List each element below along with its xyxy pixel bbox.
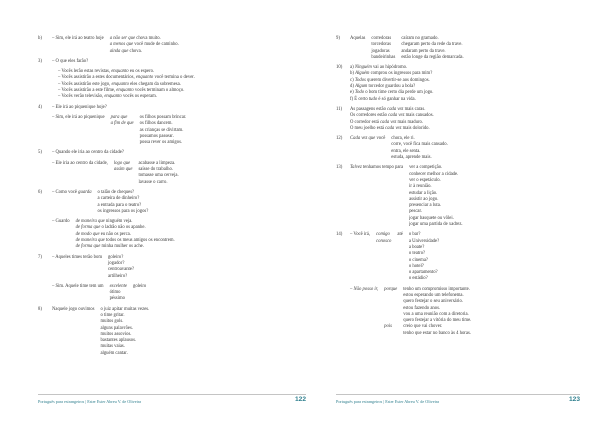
text-line: o apartamento? <box>408 270 438 276</box>
text-column <box>52 190 92 196</box>
text-line: tenho um compromisso importante. <box>403 286 470 292</box>
text-line: a não ser que chova muito. <box>109 36 161 41</box>
page-right-footer <box>336 394 580 404</box>
text-column <box>76 219 175 250</box>
page-left-content <box>38 36 306 357</box>
text-column <box>397 232 402 238</box>
text-line: os ingressos para os jogos? <box>97 208 149 214</box>
text-line: logo que <box>113 160 131 166</box>
text-line: muitas vaias. <box>100 344 125 350</box>
text-line: jogadoras <box>371 48 390 54</box>
text-line: os filhos dancem. <box>139 121 173 127</box>
item-number: 9) <box>336 36 340 41</box>
text-line: – Não posso ir, <box>350 286 379 292</box>
text-column <box>111 115 134 128</box>
text-line: o time gritar. <box>100 312 125 318</box>
text-column <box>52 105 107 111</box>
text-line: o cinema? <box>408 257 428 263</box>
text-column <box>350 36 365 42</box>
text-line: as crianças se divirtam. <box>139 127 184 133</box>
text-line: a boate? <box>408 244 425 250</box>
text-line: a Universidade? <box>408 238 440 244</box>
text-line: – Sim, ele irá ao teatro hoje <box>52 36 104 41</box>
text-line: muitos gols. <box>100 319 124 325</box>
item-number: b) <box>38 36 42 41</box>
text-line: f) É certo tudo é só ganhar na vida. <box>350 96 416 102</box>
text-line: – O que eles farão? <box>52 58 89 64</box>
text-line: ver o espetáculo. <box>409 177 441 183</box>
text-line: excelente <box>109 283 127 289</box>
text-line: goleiro? <box>108 254 124 260</box>
text-column <box>371 36 395 61</box>
text-line: andaram perto da trave. <box>401 48 446 54</box>
text-line: de forma que minha mulher os ache. <box>75 244 144 250</box>
text-line: bastantes aplausos. <box>100 338 137 344</box>
text-line: ótimo <box>109 290 121 296</box>
text-line: possamos passear. <box>139 133 174 139</box>
text-line: presenciar a luta. <box>409 203 441 209</box>
text-line: – Como você guarda <box>52 189 92 195</box>
text-column <box>403 287 471 337</box>
text-column <box>52 284 104 290</box>
text-line: O corredor está cada vez mais maduro. <box>350 119 424 125</box>
exercise-block <box>38 284 306 303</box>
text-line: de modo que eu não os perca. <box>75 231 131 237</box>
exercise-block <box>336 136 580 161</box>
text-line: As passagens estão cada vez mais caras. <box>350 106 426 112</box>
text-line: assim que <box>113 167 133 173</box>
text-column <box>391 136 447 161</box>
text-line: Naquele jogo ouvimos <box>52 306 95 312</box>
item-number: 12) <box>336 136 343 142</box>
text-column <box>350 232 370 238</box>
text-line: de forma que o ladrão não os apanhe. <box>75 225 146 231</box>
text-column <box>138 161 178 186</box>
text-line: – Sim. Aquele time tem um <box>52 283 104 289</box>
text-line: Aquelas <box>350 36 366 41</box>
text-column <box>98 190 149 215</box>
text-line: vou a uma reunião com a diretoria. <box>403 311 469 317</box>
text-line: goleiro <box>133 283 147 289</box>
exercise-block <box>44 69 306 100</box>
item-number: 13) <box>336 165 343 171</box>
text-column <box>350 136 385 142</box>
text-line: conosco <box>376 238 392 244</box>
text-column <box>110 36 179 55</box>
text-line: – Guardo <box>52 219 70 225</box>
item-number: 4) <box>38 104 42 110</box>
text-column <box>58 69 195 100</box>
text-line: tomasse uma cerveja. <box>138 173 179 179</box>
item-number: 8) <box>38 306 42 312</box>
text-line: – Você irá, <box>350 232 371 238</box>
text-line: estudar a lição. <box>409 190 438 196</box>
text-column <box>52 36 104 42</box>
text-line: Os corredores estão cada vez mais cansados. <box>350 113 434 119</box>
text-column <box>350 65 433 103</box>
text-line: torcedoras <box>371 42 391 48</box>
text-line: quero festejar a vitória do meu time. <box>403 318 472 324</box>
exercise-block <box>38 150 306 156</box>
text-line: e) Todo o bom time certo dia perde um jogo. <box>350 90 434 96</box>
text-line: a entrada para o teatro? <box>97 202 142 208</box>
text-line: corredoras <box>371 36 392 41</box>
text-line: até <box>397 232 403 238</box>
text-line: ir à reunião. <box>409 184 432 190</box>
text-column <box>409 165 463 228</box>
exercise-block <box>38 59 306 65</box>
text-column <box>100 307 149 357</box>
text-line: estou esperando um telefonema. <box>403 292 464 298</box>
text-line: chegaram perto da rede da trave. <box>401 42 463 48</box>
text-line: entra, ele senta. <box>391 148 421 154</box>
exercise-block <box>336 165 580 228</box>
text-line: tenho que estar no banco às 4 horas. <box>403 330 471 336</box>
text-line: artilheiro? <box>108 273 128 279</box>
exercise-block <box>38 161 306 186</box>
text-column <box>52 255 102 261</box>
text-column <box>108 255 134 280</box>
text-line: b) Alguém comprou os ingressos para mim? <box>350 71 433 77</box>
item-number: 10) <box>336 65 343 71</box>
exercise-block <box>336 36 580 61</box>
text-line: a menos que você mude de caminho. <box>109 42 179 48</box>
text-line: o teatro? <box>408 251 426 257</box>
text-column <box>52 150 124 156</box>
text-line: – Quando ele iria ao centro da cidade? <box>52 150 124 156</box>
text-line: lavasse o carro. <box>138 179 168 185</box>
text-column <box>52 59 88 65</box>
text-line: estuda, aprende mais. <box>391 155 432 161</box>
text-line: pescar. <box>409 209 422 215</box>
text-line: de maneira que ninguém veja. <box>75 219 133 225</box>
text-line: péssimo <box>109 296 125 302</box>
text-line: quero festejar o seu aniversário. <box>403 299 463 305</box>
text-line: saísse do trabalho. <box>138 167 173 173</box>
text-line: jogar basquete ou vôlei. <box>409 215 454 221</box>
exercise-block <box>336 287 580 337</box>
item-number: 14) <box>336 232 343 238</box>
text-column <box>401 36 463 61</box>
text-column <box>114 161 133 174</box>
footer-book-title: Português para estrangeiros | Ester Ester Abreu V. de Oliveira <box>38 399 142 404</box>
text-line: conhecer melhor a cidade. <box>409 171 459 177</box>
text-line: o hotel? <box>408 263 424 269</box>
page-number-left: 122 <box>294 396 306 404</box>
text-line: jogar uma partida de xadrez. <box>409 222 463 228</box>
text-line: d) Algum torcedor guardou a bola? <box>350 84 416 90</box>
text-column <box>52 307 94 313</box>
text-line: os filhos possam brincar. <box>139 114 187 120</box>
text-line: o estádio? <box>408 276 428 282</box>
text-line: acabasse a limpeza. <box>138 160 176 166</box>
text-column <box>133 284 146 290</box>
exercise-block <box>38 36 306 55</box>
page-right <box>336 36 580 404</box>
exercise-block <box>38 190 306 215</box>
item-number: 7) <box>38 254 42 260</box>
text-line: c) Todos querem divertir-se aos domingos. <box>350 77 430 83</box>
text-line: alguns palavrões. <box>100 325 133 331</box>
text-column <box>384 287 397 331</box>
text-line: para que <box>110 114 128 120</box>
text-line: possa rever os amigos. <box>139 140 183 146</box>
text-column <box>52 161 108 167</box>
text-line: comigo <box>376 232 390 238</box>
text-line: estou fazendo anos. <box>403 305 441 311</box>
text-line: a carteira de dinheiro? <box>97 196 140 202</box>
page-right-content <box>336 36 580 337</box>
text-line: ainda que chova. <box>109 48 142 54</box>
page-left <box>38 36 306 404</box>
text-column <box>409 232 439 282</box>
text-line: estão longe da região demarcada. <box>401 54 464 60</box>
text-line: centroavante? <box>108 267 135 273</box>
text-line: – Vocês assistirão a estes documentários, enquanto você termina o dever. <box>58 75 195 81</box>
page-number-right: 123 <box>568 396 580 404</box>
text-column <box>350 165 403 171</box>
text-line: assistir ao jogo. <box>409 196 439 202</box>
text-line: – Vocês assistirão a este filme, enquanto vocês terminam o almoço. <box>58 88 185 94</box>
text-line: – Sim, ele irá ao piquenique <box>52 114 105 120</box>
text-line: – Vocês lerão estas revistas, enquanto eu os espero. <box>58 69 155 75</box>
text-line: – Vocês verão televisão, enquanto vocês os esperam. <box>58 94 157 100</box>
text-line: corre, você fica mais cansado. <box>391 142 448 148</box>
exercise-block <box>38 115 306 146</box>
text-line: chora, ele ri. <box>391 136 415 142</box>
text-column <box>350 107 434 132</box>
item-number: 3) <box>38 58 42 64</box>
item-number: 5) <box>38 150 42 156</box>
text-column <box>52 115 105 121</box>
text-column <box>140 115 187 146</box>
text-line: Cada vez que você <box>350 136 386 142</box>
text-line: o talão de cheques? <box>97 189 135 195</box>
exercise-block <box>336 232 580 282</box>
exercise-block <box>336 107 580 132</box>
exercise-block <box>38 219 306 250</box>
footer-book-title: Português para estrangeiros | Ester Ester Abreu V. de Oliveira <box>336 399 440 404</box>
item-number: 11) <box>336 106 343 112</box>
text-column <box>376 232 391 245</box>
text-line: ver a competição. <box>409 165 443 171</box>
exercise-block <box>38 105 306 111</box>
text-column <box>52 219 70 225</box>
text-line: Talvez tenhamos tempo para <box>350 165 404 171</box>
text-line: – Aqueles times terão bom <box>52 254 102 260</box>
text-line: – Vocês assistirão este jogo, enquanto eles chegam da sobremesa. <box>58 81 181 87</box>
text-line: muitos assovios. <box>100 331 132 337</box>
text-line: caíram no gramado. <box>401 36 439 41</box>
text-line: O meu joelho está cada vez mais dolorido. <box>350 125 430 131</box>
text-line: de maneira que todos os meus amigos os encontrem. <box>75 238 175 244</box>
text-line: porque <box>384 286 398 292</box>
exercise-block <box>336 65 580 103</box>
text-line: creio que vai chover. <box>403 324 443 330</box>
item-number: 6) <box>38 189 42 195</box>
text-line: bandeirinhas <box>371 54 396 60</box>
text-line: jogador? <box>108 260 125 266</box>
text-column <box>110 284 127 303</box>
text-line: alguém cantar. <box>100 350 128 356</box>
text-line: – Ele irá ao piquenique hoje? <box>52 104 107 110</box>
text-line: pois <box>384 324 392 330</box>
text-line: o bar? <box>408 232 421 238</box>
text-line: a) Ninguém vai ao hipódromo. <box>350 65 408 71</box>
text-column <box>350 287 378 293</box>
exercise-block <box>38 307 306 357</box>
text-line: – Ele iria ao centro da cidade, <box>52 160 108 166</box>
exercise-block <box>38 255 306 280</box>
text-line: o juiz apitar muitas vezes. <box>100 306 150 312</box>
text-line: a fim de que <box>110 121 134 127</box>
page-left-footer <box>38 394 306 404</box>
